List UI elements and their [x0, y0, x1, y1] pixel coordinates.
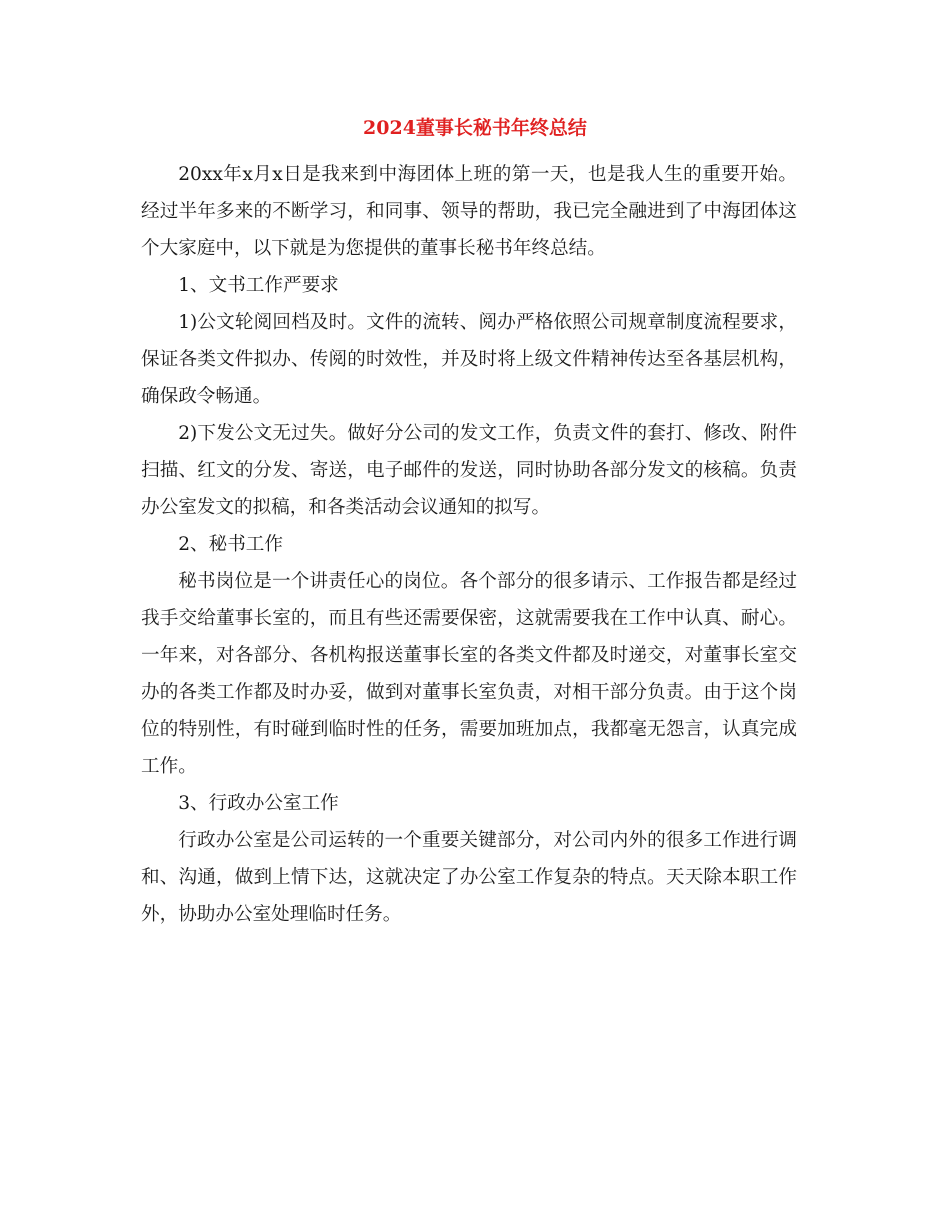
paragraph-2: 秘书岗位是一个讲责任心的岗位。各个部分的很多请示、工作报告都是经过我手交给董事长室的，而且有些还需要保密，这就需要我在工作中认真、耐心。一年来，对各部分、各机构报送董事长室的各类文件都及时递交，对董事长室交办的各类工作都及时办妥，做到对董事长室负责，对相干部分负责。由于这个岗位的特别性，有时碰到临时性的任务，需要加班加点，我都毫无怨言，认真完成工作。: [141, 571, 797, 777]
paragraph-1-2: 2)下发公文无过失。做好分公司的发文工作，负责文件的套打、修改、附件扫描、红文的分发、寄送，电子邮件的发送，同时协助各部分发文的核稿。负责办公室发文的拟稿，和各类活动会议通知的拟写。: [141, 423, 797, 518]
paragraph-1-1: 1)公文轮阅回档及时。文件的流转、阅办严格依照公司规章制度流程要求，保证各类文件拟办、传阅的时效性，并及时将上级文件精神传达至各基层机构，确保政令畅通。: [141, 312, 797, 407]
document-body: [141, 156, 797, 933]
paragraph-3: 行政办公室是公司运转的一个重要关键部分，对公司内外的很多工作进行调和、沟通，做到上情下达，这就决定了办公室工作复杂的特点。天天除本职工作外，协助办公室处理临时任务。: [141, 830, 797, 925]
section-heading-2: 2、秘书工作: [178, 534, 283, 555]
paragraph-intro: 20xx年x月x日是我来到中海团体上班的第一天，也是我人生的重要开始。经过半年多来的不断学习，和同事、领导的帮助，我已完全融进到了中海团体这个大家庭中，以下就是为您提供的董事长秘书年终总结。: [141, 164, 797, 259]
section-heading-1: 1、文书工作严要求: [178, 275, 339, 296]
document-title: 2024董事长秘书年终总结: [363, 117, 587, 139]
section-heading-3: 3、行政办公室工作: [178, 793, 339, 814]
